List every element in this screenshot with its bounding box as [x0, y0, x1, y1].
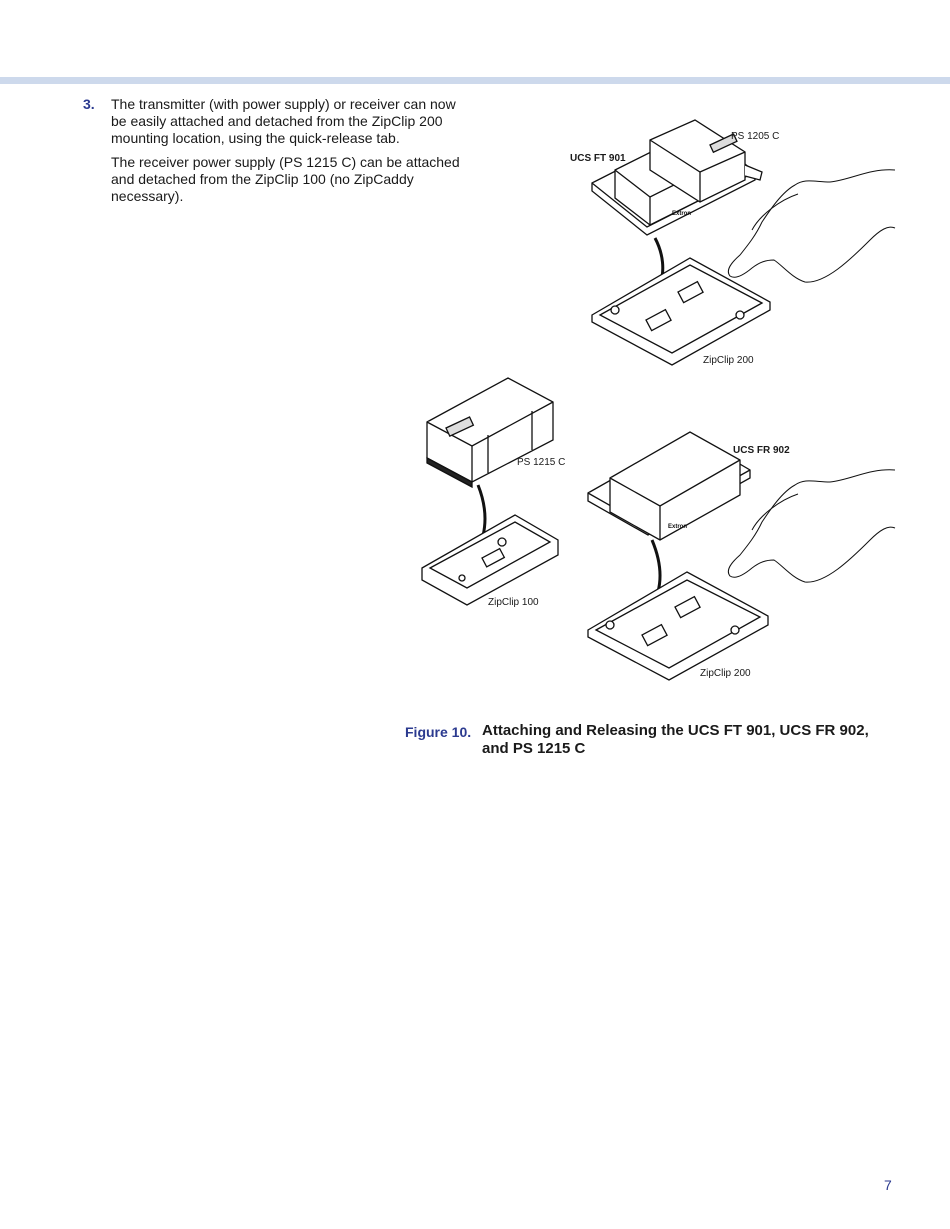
ucs-fr-902-assembly: [588, 432, 750, 540]
device-logo: Extron: [672, 211, 692, 217]
label-zipclip-200-bottom: ZipClip 200: [700, 668, 751, 679]
label-ucs-fr-902: UCS FR 902: [733, 445, 790, 456]
ps-1215-c-module: [427, 378, 553, 487]
hand-illustration-bottom: [728, 470, 895, 582]
label-ps-1215-c: PS 1215 C: [517, 457, 566, 468]
header-rule: [0, 77, 950, 84]
label-ps-1205-c: PS 1205 C: [731, 131, 780, 142]
page-number: 7: [884, 1177, 892, 1193]
hand-illustration-top: [728, 170, 895, 282]
figure-number: Figure 10.: [405, 724, 472, 740]
zipclip-200-bottom: [588, 572, 768, 680]
label-ucs-ft-901: UCS FT 901: [570, 153, 626, 164]
step-paragraph-2: The receiver power supply (PS 1215 C) can be attached and detached from the ZipClip 100 (no ZipCaddy necessary).: [111, 154, 460, 204]
figure-10-illustration: [410, 110, 900, 685]
zipclip-100: [422, 515, 558, 605]
step-number: 3.: [83, 96, 95, 112]
label-zipclip-200-top: ZipClip 200: [703, 355, 754, 366]
figure-title: Attaching and Releasing the UCS FT 901, UCS FR 902, and PS 1215 C: [482, 722, 869, 757]
device-logo: Extron: [668, 524, 688, 530]
label-zipclip-100: ZipClip 100: [488, 597, 539, 608]
step-paragraph-1: The transmitter (with power supply) or receiver can now be easily attached and detached from the ZipClip 200 mounting location, using the quick-release tab.: [111, 96, 456, 146]
